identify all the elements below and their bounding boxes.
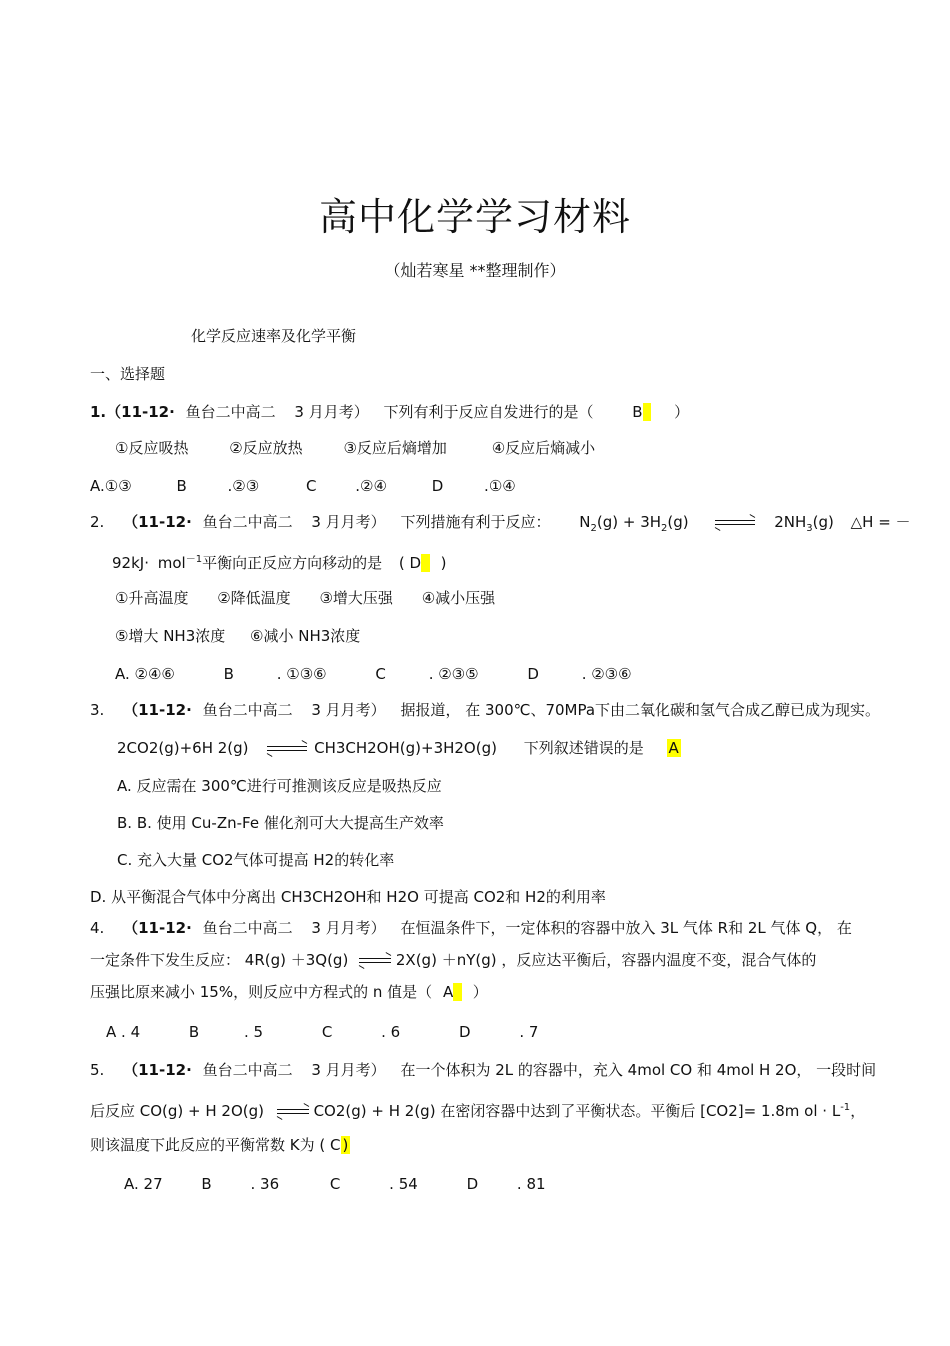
q1-option: .②③ [227,477,260,495]
q2-option: B [223,665,234,683]
q2-dh-value: 92kJ· [112,554,149,572]
q5-number: 5. [90,1061,105,1079]
q4-answer: A [442,983,454,1001]
q5-line2-sup: -1 [840,1102,851,1113]
q3-number: 3. [90,701,105,719]
q4-school: 鱼台二中高二 [202,919,293,937]
q4-option: . 7 [519,1023,539,1041]
q4-option: . 6 [381,1023,401,1041]
q3-option-d: D. 从平衡混合气体中分离出 CH3CH2OH和 H2O 可提高 CO2和 H2的利用率 [90,888,606,906]
q4-option: B [188,1023,200,1041]
q2-nh3-sub: 3 [806,523,813,534]
question-1 [90,402,689,422]
q2-nh3: 2NH [774,513,807,531]
q2-item: ①升高温度 [115,589,189,607]
q1-item: ①反应吸热 [115,439,189,457]
q2-items-2 [115,626,360,646]
q2-number: 2. [90,513,105,531]
q5-option: A. 27 [124,1175,163,1193]
q5-option: D [466,1175,479,1193]
q4-line3 [90,982,488,1002]
q4-line3-text: 压强比原来减小 15%，则反应中方程式的 n 值是（ [90,983,433,1001]
q4-highlight [453,983,462,1001]
q1-option: A.①③ [90,477,132,495]
q5-options [124,1174,546,1194]
q4-number: 4. [90,919,105,937]
q4-line2a: 一定条件下发生反应： 4R(g) ＋3Q(g) [90,951,349,969]
equilibrium-arrow-icon [267,744,307,754]
q3-option-a: A. 反应需在 300℃进行可推测该反应是吸热反应 [117,777,442,795]
q2-reaction [579,513,689,534]
q1-highlight [643,403,652,421]
q3-exam: 3 月月考） [311,701,386,719]
question-4 [90,918,852,938]
q4-close: ） [472,983,488,1001]
q2-highlight [421,554,430,572]
q1-item: ④反应后熵减小 [491,439,596,457]
question-2 [90,512,911,539]
q3-equation [117,738,681,758]
q2-item: ⑤增大 NH3浓度 [115,627,226,645]
q2-option: . ①③⑥ [276,665,327,683]
q4-option: . 5 [243,1023,264,1041]
q5-option: C [329,1175,341,1193]
q3-option-c: C. 充入大量 CO2气体可提高 H2的转化率 [117,851,395,869]
q2-school: 鱼台二中高二 [202,513,293,531]
q5-option: B [201,1175,212,1193]
q1-school: 鱼台二中高二 [185,403,276,421]
q2-line2-text: 平衡向正反应方向移动的是 [202,554,383,572]
q1-source: （11-12· [106,403,175,421]
q3-school: 鱼台二中高二 [202,701,293,719]
q2-option: A. ②④⑥ [115,665,175,683]
q5-answer: C [330,1136,341,1154]
q4-option: A . 4 [106,1023,141,1041]
q5-line3-text: 则该温度下此反应的平衡常数 K为 ( [90,1136,326,1154]
q5-line2b: CO2(g) + H 2(g) 在密闭容器中达到了平衡状态。平衡后 [CO2]= 1.8m ol · L [313,1102,841,1120]
q2-text: 下列措施有利于反应： [400,513,551,531]
q5-text: 在一个体积为 2L 的容器中，充入 4mol CO 和 4mol H 2O， 一段时间 [400,1061,877,1079]
q1-options [90,476,516,496]
q2-answer: ( D [398,554,422,572]
q2-unit-sup: －1 [185,554,203,565]
q3-eq-left: 2CO2(g)+6H 2(g) [117,739,249,757]
q4-source: （11-12· [123,919,192,937]
q4-option: D [458,1023,471,1041]
q5-line2-end: ， [850,1102,866,1120]
q2-nh3-state: (g) [812,513,834,531]
q2-n2-sub: 2 [590,523,597,534]
q5-line2a: 后反应 CO(g) + H 2O(g) [90,1102,265,1120]
q4-option: C [321,1023,333,1041]
q2-options [115,664,632,684]
q1-close: ） [674,403,690,421]
q4-line2b: 2X(g) ＋nY(g) ，反应达平衡后，容器内温度不变，混合气体的 [395,951,817,969]
q2-items-1 [115,588,495,608]
question-3 [90,700,880,720]
q3-answer: A [668,739,679,757]
equilibrium-arrow-icon [359,956,391,966]
q1-exam: 3 月月考） [294,403,369,421]
q2-option: C [375,665,386,683]
q3-question: 下列叙述错误的是 [523,739,644,757]
q4-exam: 3 月月考） [311,919,386,937]
q2-item: ②降低温度 [217,589,291,607]
q4-text: 在恒温条件下，一定体积的容器中放入 3L 气体 R和 2L 气体 Q， 在 [400,919,852,937]
q2-h2-sub: 2 [661,523,668,534]
q5-option: . 54 [389,1175,418,1193]
q2-line2 [112,550,446,573]
q4-options [106,1022,538,1042]
section-heading: 一、选择题 [90,365,166,383]
q1-option: C [305,477,317,495]
q3-source: （11-12· [123,701,192,719]
q2-close: ) [440,554,447,572]
question-5 [90,1060,876,1080]
q5-line3 [90,1135,350,1155]
q3-text: 据报道， 在 300℃、70MPa下由二氧化碳和氢气合成乙醇已成为现实。 [400,701,881,719]
q1-option: .①④ [484,477,516,495]
q2-source: （11-12· [123,513,192,531]
q5-option: . 81 [516,1175,546,1193]
q3-option-b: B. B. 使用 Cu-Zn-Fe 催化剂可大大提高生产效率 [117,814,444,832]
q2-option: D [527,665,539,683]
document-title: 高中化学学习材料 [318,195,631,239]
q2-item: ③增大压强 [319,589,393,607]
q1-option: B [176,477,187,495]
q4-line2 [90,950,816,970]
q5-source: （11-12· [123,1061,192,1079]
q5-school: 鱼台二中高二 [202,1061,293,1079]
q3-eq-right: CH3CH2OH(g)+3H2O(g) [314,739,497,757]
q5-exam: 3 月月考） [311,1061,386,1079]
section-topic: 化学反应速率及化学平衡 [191,327,357,345]
q5-option: . 36 [250,1175,280,1193]
q1-item: ②反应放热 [229,439,303,457]
q2-n2-state: (g) + 3H [596,513,662,531]
q2-h2-state: (g) [667,513,689,531]
document-subtitle: （灿若寒星 **整理制作） [384,261,566,280]
equilibrium-arrow-icon [277,1107,309,1117]
q5-close: ) [342,1136,349,1154]
q1-number: 1. [90,403,107,421]
q1-answer: B [632,403,643,421]
q2-item: ④减小压强 [421,589,496,607]
q2-unit: mol [157,554,186,572]
q2-option: . ②③⑥ [581,665,632,683]
q5-line2 [90,1098,865,1121]
q1-item: ③反应后熵增加 [343,439,447,457]
q2-option: . ②③⑤ [428,665,479,683]
q2-n2: N [579,513,591,531]
q1-option: .②④ [355,477,387,495]
q2-dh: △H = － [850,513,911,531]
equilibrium-arrow-icon [715,518,755,528]
q1-option: D [431,477,444,495]
q1-text: 下列有利于反应自发进行的是（ [383,403,594,421]
q2-exam: 3 月月考） [311,513,386,531]
q2-item: ⑥减小 NH3浓度 [250,627,361,645]
q1-items [115,438,595,458]
